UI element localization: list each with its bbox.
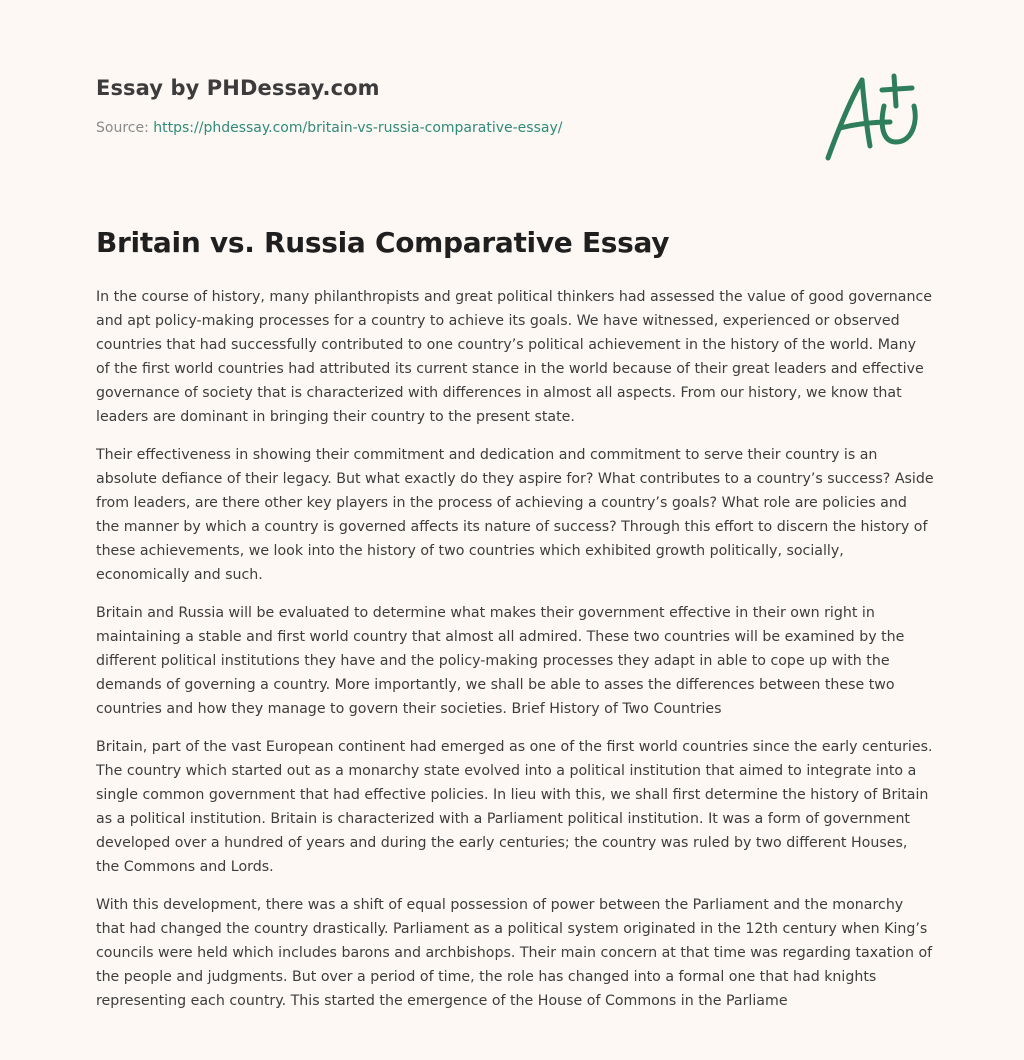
source-line bbox=[96, 120, 796, 136]
essay-paragraph: Britain, part of the vast European continent had emerged as one of the first world countries since the early centuries. The country which started out as a monarchy state evolved into a political institution that aimed to integrate into a single common government that had effective policies. In lieu with this, we shall first determine the history of Britain as a political institution. Britain is characterized with a Parliament political institution. It was a form of government developed over a hundred of years and during the early centuries; the country was ruled by two different Houses, the Commons and Lords. bbox=[96, 739, 933, 875]
site-title: Essay by PHDessay.com bbox=[96, 76, 380, 100]
source-link[interactable]: https://phdessay.com/britain-vs-russia-comparative-essay/ bbox=[153, 120, 563, 136]
essay-paragraph: Their effectiveness in showing their commitment and dedication and commitment to serve their country is an absolute defiance of their legacy. But what exactly do they aspire for? What contributes to a country’s success? Aside from leaders, are there other key players in the process of achieving a country’s goals? What role are policies and the manner by which a country is governed affects its nature of success? Through this effort to discern the history of these achievements, we look into the history of two countries which exhibited growth politically, socially, economically and such. bbox=[96, 447, 934, 583]
source-label: Source: bbox=[96, 120, 149, 136]
essay-paragraph: Britain and Russia will be evaluated to determine what makes their government effective in their own right in maintaining a stable and first world country that almost all admired. These two countries will be examined by the different political institutions they have and the policy-making processes they adapt in able to cope up with the demands of governing a country. More importantly, we shall be able to asses the differences between these two countries and how they manage to govern their societies. Brief History of Two Countries bbox=[96, 605, 905, 717]
essay-paragraph: In the course of history, many philanthropists and great political thinkers had assessed the value of good governance and apt policy-making processes for a country to achieve its goals. We have witnessed, experienced or observed countries that had successfully contributed to one country’s political achievement in the history of the world. Many of the first world countries had attributed its current stance in the world because of their great leaders and effective governance of society that is characterized with differences in almost all aspects. From our history, we know that leaders are dominant in bringing their country to the present state. bbox=[96, 289, 933, 425]
a-plus-grade-icon bbox=[818, 66, 930, 166]
essay-paragraph: With this development, there was a shift of equal possession of power between the Parliament and the monarchy that had changed the country drastically. Parliament as a political system originated in the 12th century when King’s councils were held which includes barons and archbishops. Their main concern at that time was regarding taxation of the people and judgments. But over a period of time, the role has changed into a formal one that had knights representing each country. This started the emergence of the House of Commons in the Parliame bbox=[96, 897, 933, 1009]
document-header bbox=[96, 76, 796, 136]
essay-body bbox=[96, 285, 934, 1027]
essay-title: Britain vs. Russia Comparative Essay bbox=[96, 226, 670, 259]
